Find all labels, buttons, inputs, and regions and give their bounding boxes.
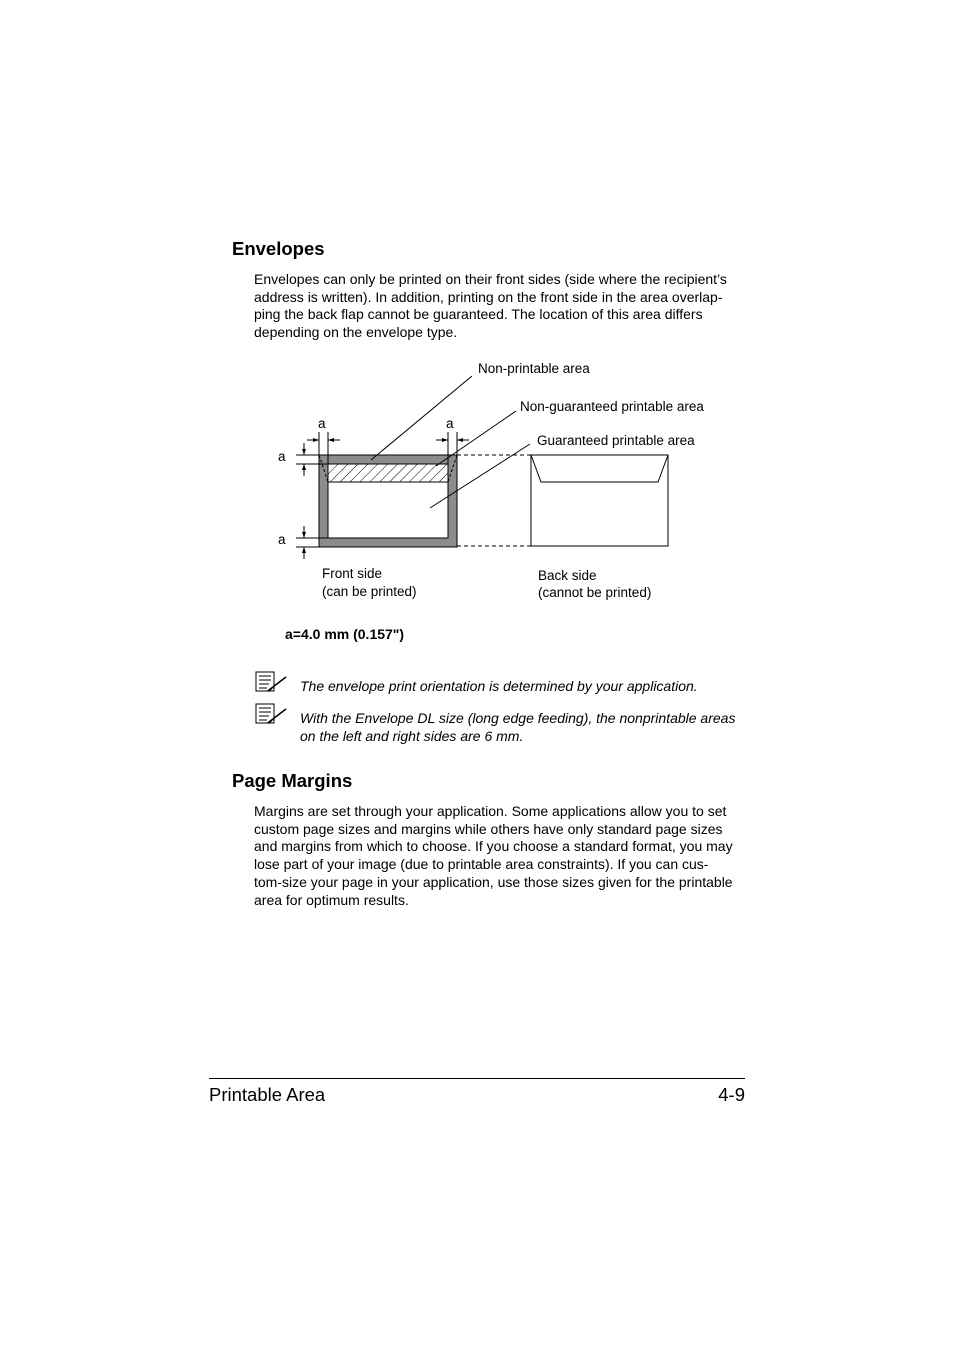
dimension-label-a: a <box>318 416 326 431</box>
nonguaranteed-area <box>328 464 448 482</box>
envelope-diagram <box>0 0 954 660</box>
paragraph-line: ping the back flap cannot be guaranteed. The location of this area differs <box>254 306 703 323</box>
paragraph-line: Envelopes can only be printed on their front sides (side where the recipient’s <box>254 271 727 287</box>
footer-section-title: Printable Area <box>209 1084 326 1105</box>
back-side-caption: Back side <box>538 568 597 583</box>
paragraph-line: address is written). In addition, printing on the front side in the area overlap- <box>254 288 723 305</box>
paragraph-line: tom-size your page in your application, use those sizes given for the printable <box>254 873 733 890</box>
label-guaranteed-area: Guaranteed printable area <box>537 433 695 448</box>
front-side-subcaption: (can be printed) <box>322 584 417 599</box>
section-heading-envelopes: Envelopes <box>232 238 325 259</box>
paragraph-line: and margins from which to choose. If you choose a standard format, you may <box>254 838 733 855</box>
dimension-label-a: a <box>446 416 454 431</box>
paragraph-line: custom page sizes and margins while others have only standard page sizes <box>254 820 723 837</box>
back-side-subcaption: (cannot be printed) <box>538 585 652 600</box>
page-margins-paragraph <box>254 803 746 909</box>
label-nonprintable-area: Non-printable area <box>478 361 590 376</box>
section-heading-page-margins: Page Margins <box>232 770 353 791</box>
back-side-envelope <box>531 455 668 546</box>
note-icon <box>255 671 289 693</box>
front-side-caption: Front side <box>322 566 383 581</box>
dimension-label-a: a <box>278 449 286 464</box>
note-line: on the left and right sides are 6 mm. <box>300 728 524 744</box>
paragraph-line: Margins are set through your application. Some applications allow you to set <box>254 803 727 819</box>
dimension-label-a: a <box>278 532 286 547</box>
note-line: With the Envelope DL size (long edge feeding), the nonprintable areas <box>300 710 736 726</box>
note-text <box>300 677 750 695</box>
paragraph-line: area for optimum results. <box>254 891 409 908</box>
note-icon <box>255 703 289 725</box>
dimension-formula: a=4.0 mm (0.157") <box>285 626 405 642</box>
label-nonguaranteed-area: Non-guaranteed printable area <box>520 399 704 414</box>
note-text <box>300 709 750 745</box>
paragraph-line: depending on the envelope type. <box>254 324 458 341</box>
footer-page-number: 4-9 <box>718 1084 745 1105</box>
note-line: The envelope print orientation is determined by your application. <box>300 678 698 694</box>
footer-divider <box>209 1078 745 1079</box>
paragraph-line: lose part of your image (due to printable area constraints). If you can cus- <box>254 856 709 873</box>
